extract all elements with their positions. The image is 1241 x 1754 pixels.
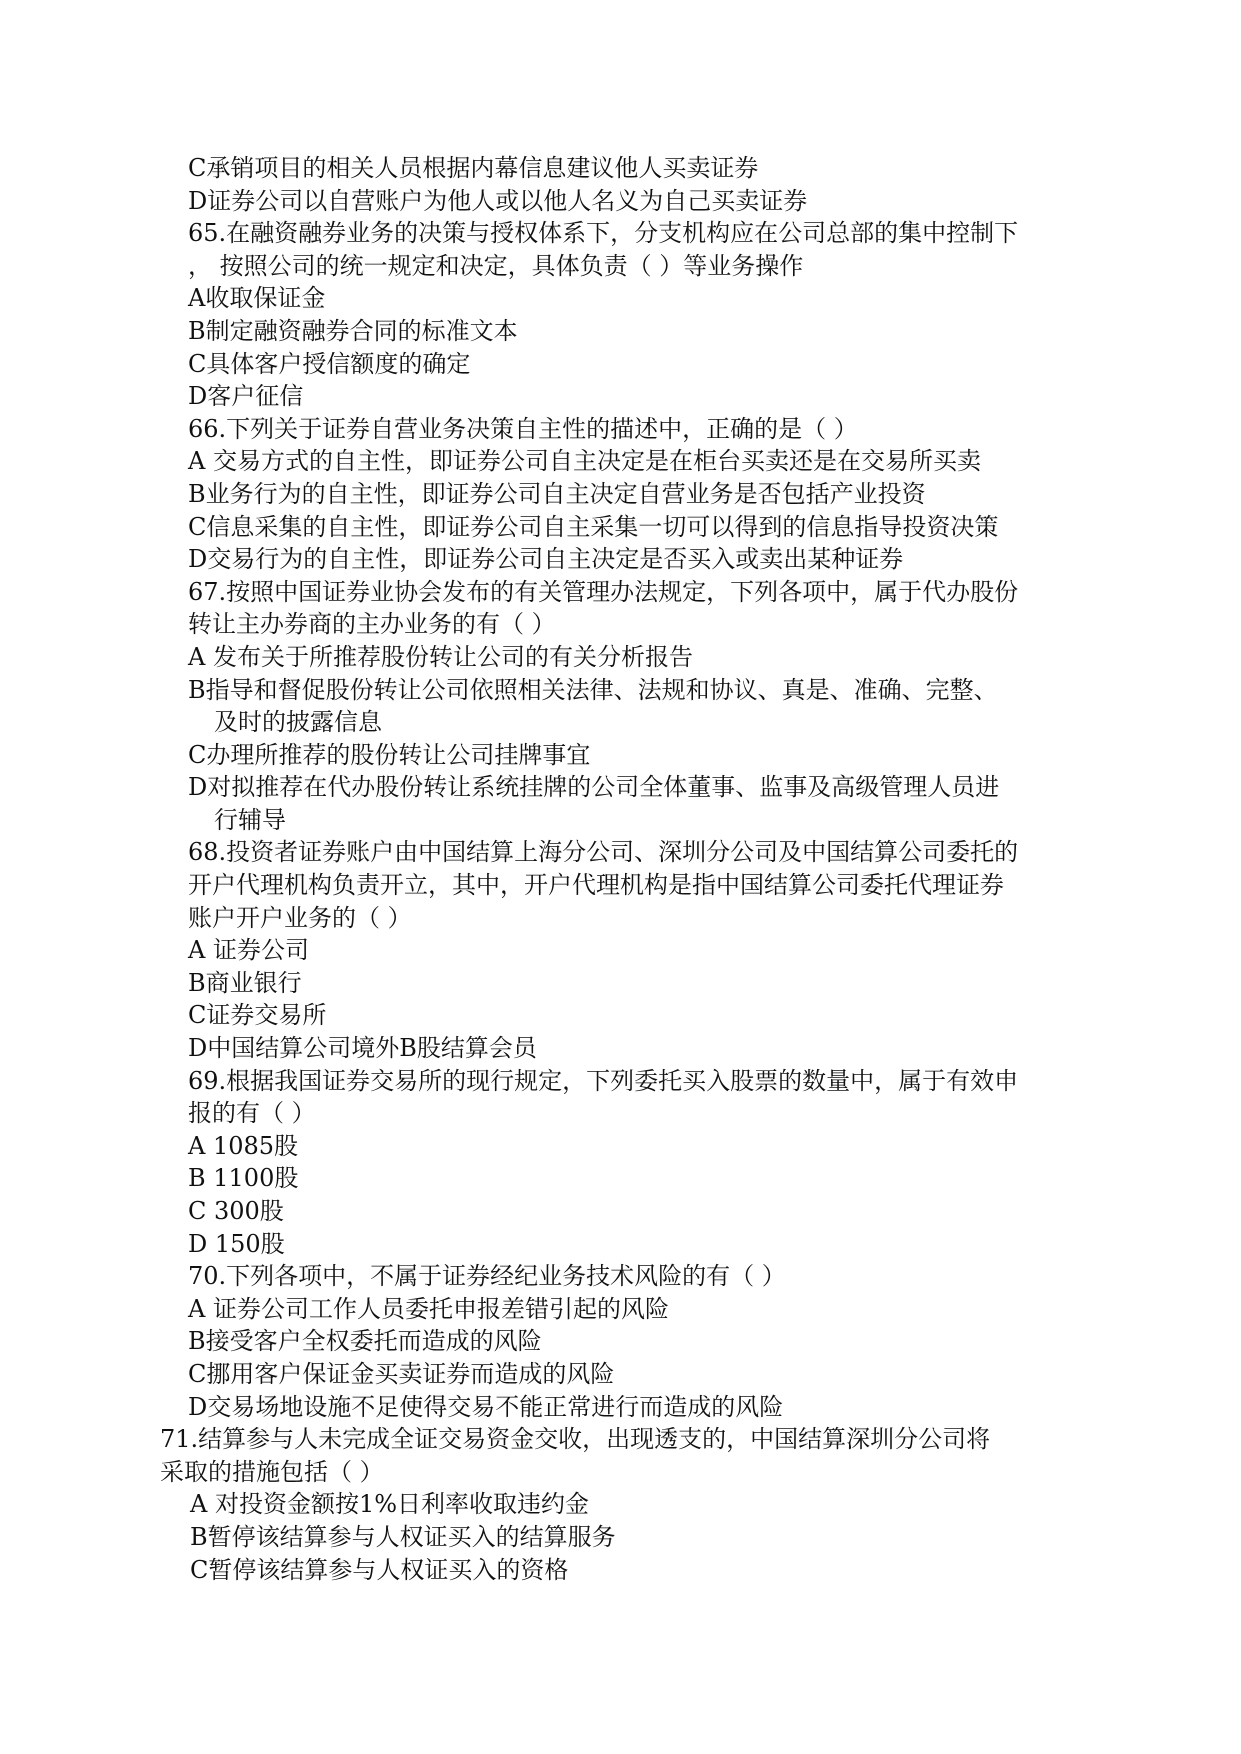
option-line: B业务行为的自主性，即证券公司自主决定自营业务是否包括产业投资 bbox=[188, 479, 926, 508]
question-70: 70.下列各项中，不属于证券经纪业务技术风险的有（ ） bbox=[188, 1262, 786, 1291]
document-text-block bbox=[160, 152, 1060, 1586]
question-line: 开户代理机构负责开立，其中，开户代理机构是指中国结算公司委托代理证券 bbox=[188, 871, 1004, 900]
option-line: B暂停该结算参与人权证买入的结算服务 bbox=[190, 1522, 616, 1551]
option-line: A 1085股 bbox=[188, 1131, 299, 1160]
question-line: 采取的措施包括（ ） bbox=[160, 1457, 384, 1486]
option-line: B指导和督促股份转让公司依照相关法律、法规和协议、真是、准确、完整、 bbox=[188, 675, 998, 704]
option-line: A收取保证金 bbox=[188, 284, 326, 313]
option-line: C办理所推荐的股份转让公司挂牌事宜 bbox=[188, 740, 591, 769]
option-line: B制定融资融券合同的标准文本 bbox=[188, 316, 518, 345]
option-line: B 1100股 bbox=[188, 1164, 299, 1193]
option-line: C证券交易所 bbox=[188, 1001, 327, 1030]
option-line: C承销项目的相关人员根据内幕信息建议他人买卖证券 bbox=[188, 154, 759, 182]
option-line: B商业银行 bbox=[188, 968, 302, 997]
question-line: 账户开户业务的（ ） bbox=[188, 903, 412, 932]
question-69: 69.根据我国证券交易所的现行规定，下列委托买入股票的数量中，属于有效申 bbox=[188, 1066, 1019, 1095]
option-line: C具体客户授信额度的确定 bbox=[188, 349, 471, 378]
option-line: D对拟推荐在代办股份转让系统挂牌的公司全体董事、监事及高级管理人员进 bbox=[188, 773, 1000, 802]
option-continuation: 行辅导 bbox=[214, 805, 286, 834]
option-line: B接受客户全权委托而造成的风险 bbox=[188, 1327, 542, 1356]
option-line: A 发布关于所推荐股份转让公司的有关分析报告 bbox=[188, 642, 693, 671]
option-line: D客户征信 bbox=[188, 382, 304, 411]
option-line: D交易场地设施不足使得交易不能正常进行而造成的风险 bbox=[188, 1392, 784, 1421]
option-line: A 证券公司工作人员委托申报差错引起的风险 bbox=[188, 1294, 669, 1323]
question-line: 转让主办券商的主办业务的有（ ） bbox=[188, 610, 556, 639]
question-66: 66.下列关于证券自营业务决策自主性的描述中，正确的是（ ） bbox=[188, 414, 858, 443]
option-line: A 对投资金额按1%日利率收取违约金 bbox=[190, 1490, 590, 1519]
question-65: 65.在融资融券业务的决策与授权体系下，分支机构应在公司总部的集中控制下 bbox=[188, 219, 1019, 248]
option-line: A 交易方式的自主性，即证券公司自主决定是在柜台买卖还是在交易所买卖 bbox=[188, 447, 981, 476]
option-line: D交易行为的自主性，即证券公司自主决定是否买入或卖出某种证券 bbox=[188, 545, 904, 574]
question-line: 报的有（ ） bbox=[188, 1099, 316, 1128]
option-line: C暂停该结算参与人权证买入的资格 bbox=[190, 1555, 569, 1584]
option-line: C挪用客户保证金买卖证券而造成的风险 bbox=[188, 1359, 615, 1388]
question-68: 68.投资者证券账户由中国结算上海分公司、深圳分公司及中国结算公司委托的 bbox=[188, 838, 1019, 867]
option-line: C信息采集的自主性，即证券公司自主采集一切可以得到的信息指导投资决策 bbox=[188, 512, 999, 541]
question-71: 71.结算参与人未完成全证交易资金交收，出现透支的，中国结算深圳分公司将 bbox=[160, 1425, 991, 1454]
option-line: C 300股 bbox=[188, 1197, 284, 1225]
option-continuation: 及时的披露信息 bbox=[214, 708, 382, 737]
option-line: D中国结算公司境外B股结算会员 bbox=[188, 1034, 537, 1063]
option-line: D证券公司以自营账户为他人或以他人名义为自己买卖证券 bbox=[188, 186, 808, 215]
option-line: A 证券公司 bbox=[188, 936, 309, 965]
option-line: D 150股 bbox=[188, 1229, 285, 1258]
question-67: 67.按照中国证券业协会发布的有关管理办法规定，下列各项中，属于代办股份 bbox=[188, 577, 1019, 606]
question-line: ， 按照公司的统一规定和决定，具体负责（ ）等业务操作 bbox=[188, 251, 804, 280]
